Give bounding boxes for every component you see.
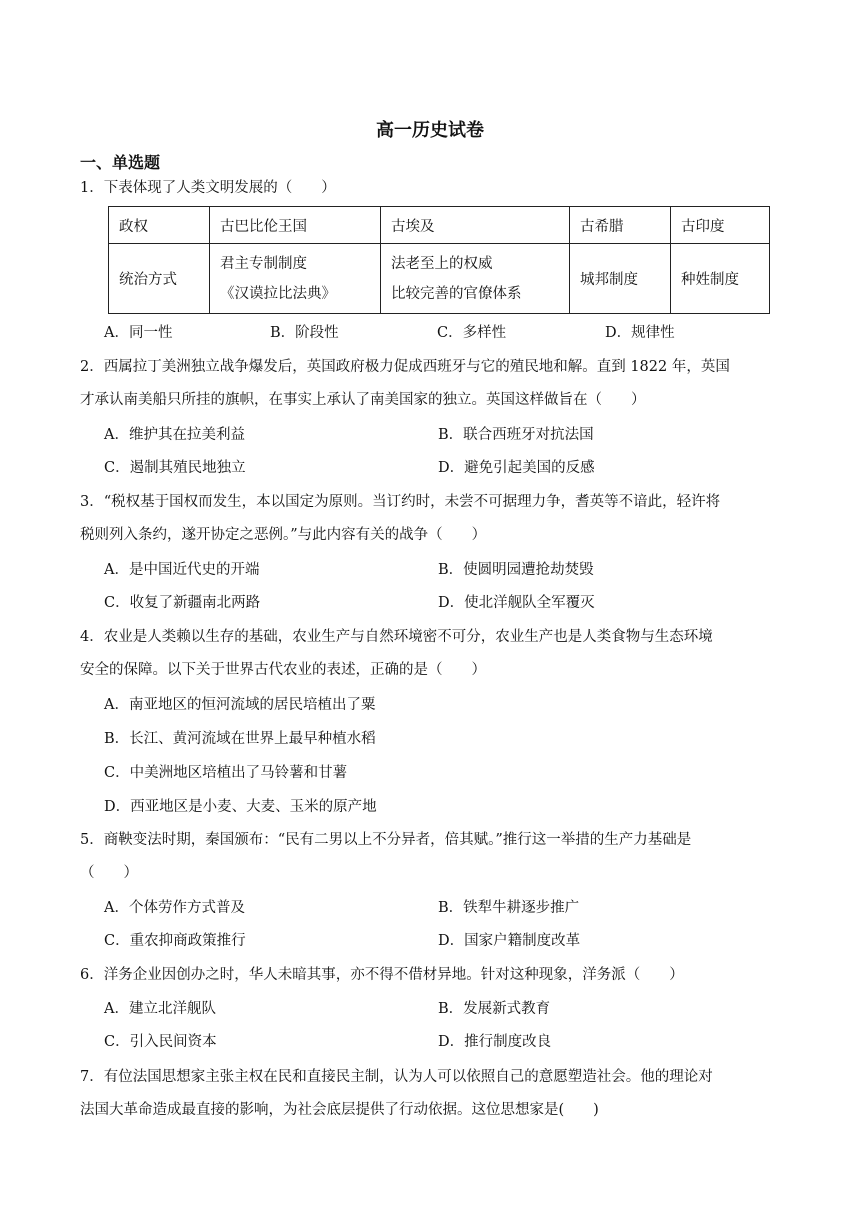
- question-5-option-c[interactable]: C．重农抑商政策推行: [104, 933, 246, 949]
- table-cell-line: 《汉谟拉比法典》: [220, 285, 336, 302]
- table-header-cell: 古埃及: [381, 207, 570, 244]
- question-6-option-b[interactable]: B．发展新式教育: [438, 1001, 551, 1017]
- question-1-option-b[interactable]: B．阶段性: [270, 325, 339, 341]
- table-cell-greece: 城邦制度: [570, 244, 671, 314]
- question-6-stem: 6．洋务企业因创办之时，华人未暗其事，亦不得不借材异地。针对这种现象，洋务派（ ）: [80, 967, 684, 983]
- question-5-option-d[interactable]: D．国家户籍制度改革: [438, 933, 581, 949]
- table-header-cell: 古巴比伦王国: [210, 207, 381, 244]
- question-4-option-c[interactable]: C．中美洲地区培植出了马铃薯和甘薯: [104, 765, 348, 781]
- question-2-stem-line2: 才承认南美船只所挂的旗帜，在事实上承认了南美国家的独立。英国这样做旨在（ ）: [80, 392, 646, 408]
- table-header-cell: 政权: [109, 207, 210, 244]
- question-2-option-b[interactable]: B．联合西班牙对抗法国: [438, 427, 594, 443]
- question-2-option-a[interactable]: A．维护其在拉美利益: [104, 427, 245, 443]
- question-7-stem-line2: 法国大革命造成最直接的影响，为社会底层提供了行动依据。这位思想家是( ): [80, 1102, 599, 1118]
- table-row: [109, 244, 770, 314]
- section-heading: 一、单选题: [80, 153, 161, 172]
- question-3-option-a[interactable]: A．是中国近代史的开端: [104, 562, 260, 578]
- question-4-option-b[interactable]: B．长江、黄河流域在世界上最早种植水稻: [104, 731, 376, 747]
- question-6-option-d[interactable]: D．推行制度改良: [438, 1034, 552, 1050]
- question-2-option-d[interactable]: D．避免引起美国的反感: [438, 460, 595, 476]
- question-1-option-d[interactable]: D．规律性: [605, 325, 675, 341]
- question-5-option-b[interactable]: B．铁犁牛耕逐步推广: [438, 900, 580, 916]
- table-header-cell: 古印度: [671, 207, 770, 244]
- table-cell-line: 比较完善的官僚体系: [391, 285, 522, 302]
- question-5-stem-line2: （ ）: [80, 865, 138, 881]
- question-2-stem-line1: 2．西属拉丁美洲独立战争爆发后，英国政府极力促成西班牙与它的殖民地和解。直到 1822 年，英国: [80, 359, 730, 375]
- question-1-option-a[interactable]: A．同一性: [104, 325, 173, 341]
- table-cell-line: 君主专制制度: [220, 255, 307, 272]
- question-1-stem: 1．下表体现了人类文明发展的（ ）: [80, 180, 336, 196]
- question-1-table: [108, 206, 770, 314]
- question-5-option-a[interactable]: A．个体劳作方式普及: [104, 900, 245, 916]
- table-header-cell: 古希腊: [570, 207, 671, 244]
- question-4-option-a[interactable]: A．南亚地区的恒河流域的居民培植出了粟: [104, 697, 376, 713]
- question-3-option-d[interactable]: D．使北洋舰队全军覆灭: [438, 595, 595, 611]
- page-title: 高一历史试卷: [376, 120, 484, 141]
- table-cell-egypt: [381, 244, 570, 314]
- question-3-stem-line1: 3．“税权基于国权而发生，本以国定为原则。当订约时，未尝不可据理力争，耆英等不谙此，轻许将: [80, 494, 721, 510]
- table-header-row: [109, 207, 770, 244]
- question-1-option-c[interactable]: C．多样性: [437, 325, 507, 341]
- question-3-option-b[interactable]: B．使圆明园遭抢劫焚毁: [438, 562, 594, 578]
- question-6-option-a[interactable]: A．建立北洋舰队: [104, 1001, 216, 1017]
- table-cell-babylon: [210, 244, 381, 314]
- question-3-stem-line2: 税则列入条约，遂开协定之恶例。”与此内容有关的战争（ ）: [80, 527, 487, 543]
- question-4-stem-line1: 4．农业是人类赖以生存的基础，农业生产与自然环境密不可分，农业生产也是人类食物与生态环境: [80, 629, 713, 645]
- question-2-option-c[interactable]: C．遏制其殖民地独立: [104, 460, 246, 476]
- question-3-option-c[interactable]: C．收复了新疆南北两路: [104, 595, 261, 611]
- question-4-stem-line2: 安全的保障。以下关于世界古代农业的表述，正确的是（ ）: [80, 662, 486, 678]
- question-4-option-d[interactable]: D．西亚地区是小麦、大麦、玉米的原产地: [104, 799, 377, 815]
- question-7-stem-line1: 7．有位法国思想家主张主权在民和直接民主制，认为人可以依照自己的意愿塑造社会。他的理论对: [80, 1069, 713, 1085]
- question-5-stem-line1: 5．商鞅变法时期，秦国颁布：“民有二男以上不分异者，倍其赋。”推行这一举措的生产力基础是: [80, 832, 692, 848]
- table-row-label: 统治方式: [109, 244, 210, 314]
- question-6-option-c[interactable]: C．引入民间资本: [104, 1034, 217, 1050]
- table-cell-india: 种姓制度: [671, 244, 770, 314]
- table-cell-line: 法老至上的权威: [391, 255, 493, 272]
